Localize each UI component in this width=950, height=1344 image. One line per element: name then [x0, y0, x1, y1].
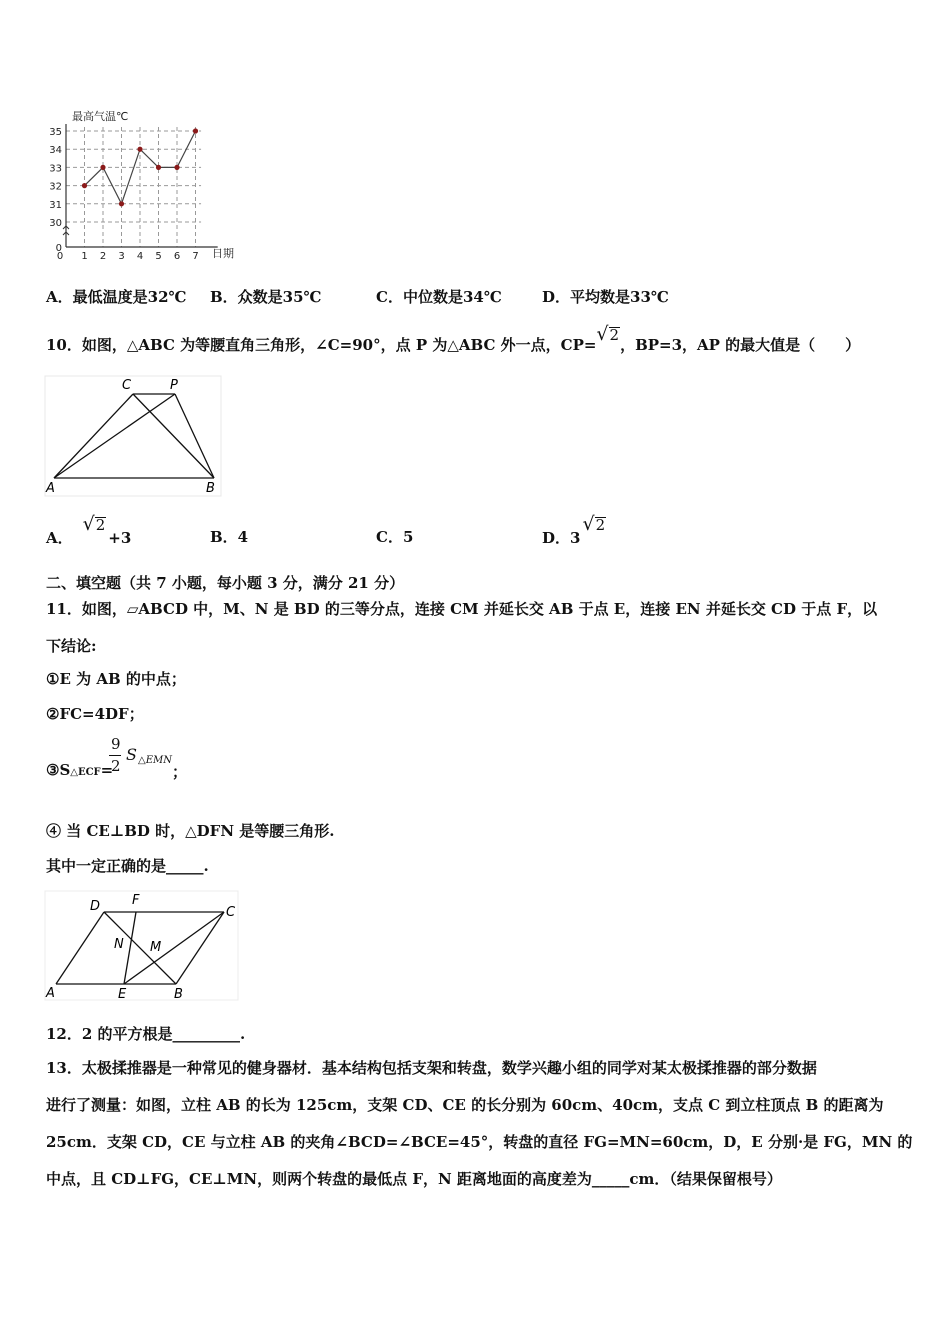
- q11-label-f: F: [132, 893, 140, 908]
- temperature-line-chart: [44, 106, 244, 264]
- q11-conclusion-3: [46, 735, 266, 781]
- chart-y-tick-label: 32: [49, 181, 62, 193]
- q11-c3-s-area: S: [126, 745, 137, 764]
- q11-c3-sub: △ECF: [70, 767, 101, 778]
- q11-conclusion-1: ①E 为 AB 的中点；: [46, 670, 186, 688]
- q10-question: [46, 323, 861, 355]
- q11-parallelogram-figure: [44, 890, 240, 1002]
- chart-x-tick-label: 2: [99, 251, 107, 262]
- q9-option-a: A．最低温度是32℃: [46, 288, 187, 306]
- chart-data-point: [119, 201, 124, 206]
- q13-line-3: 25cm．支架 CD，CE 与立柱 AB 的夹角∠BCD=∠BCE=45°，转盘的直径 FG=MN=60cm，D，E 分别·是 FG，MN 的: [46, 1133, 913, 1151]
- chart-data-point: [193, 128, 198, 133]
- q11-c3-s: ③S: [46, 761, 71, 779]
- q11-conclusion-2: ②FC=4DF；: [46, 705, 144, 723]
- q11-c3-eq: =: [100, 761, 114, 779]
- q10-text-b: ，BP=3，AP 的最大值是（ ）: [620, 336, 861, 354]
- q10-cp-radicand: 2: [609, 326, 620, 344]
- q11-line-1: 11．如图，▱ABCD 中，M、N 是 BD 的三等分点，连接 CM 并延长交 AB 于点 E，连接 EN 并延长交 CD 于点 F，以: [46, 600, 878, 618]
- q10-option-a-suffix: +3: [108, 529, 132, 547]
- chart-y-tick-label: 34: [49, 145, 62, 157]
- q11-c3-fraction-bar: [109, 755, 121, 756]
- chart-data-point: [100, 165, 105, 170]
- q11-label-d: D: [90, 899, 101, 914]
- q10-option-d-radicand: 2: [595, 516, 606, 534]
- q11-line-2: 下结论:: [46, 637, 97, 655]
- chart-x-tick-label: 7: [192, 251, 199, 262]
- q10-label-p: P: [170, 378, 178, 393]
- chart-x-tick-label: 5: [155, 251, 162, 262]
- q10-cp-sqrt: √2: [596, 323, 620, 345]
- q13-line-2: 进行了测量：如图，立柱 AB 的长为 125cm，支架 CD、CE 的长分别为 60cm、40cm，支点 C 到立柱顶点 B 的距离为: [46, 1096, 884, 1114]
- q11-ask: 其中一定正确的是_____.: [46, 857, 209, 875]
- q10-option-a-prefix: A．: [46, 529, 73, 547]
- q10-text-a: 10．如图，△ABC 为等腰直角三角形，∠C=90°，点 P 为△ABC 外一点，CP=: [46, 336, 597, 354]
- q11-label-c: C: [226, 905, 236, 920]
- q10-option-d-prefix: D．3: [542, 529, 581, 547]
- q10-option-c: C．5: [376, 528, 414, 546]
- q9-option-b: B．众数是35℃: [210, 288, 322, 306]
- chart-y-tick-label: 33: [49, 163, 62, 175]
- q11-label-b: B: [174, 987, 183, 1002]
- q10-option-d-sqrt: √2: [582, 513, 606, 535]
- section-heading: 二、填空题（共 7 小题，每小题 3 分，满分 21 分）: [46, 574, 405, 592]
- q10-option-d: [542, 513, 606, 547]
- chart-y-tick-label: 30: [49, 218, 62, 229]
- q11-c3-prefix: [46, 761, 113, 779]
- q10-option-a-sqrt: √2: [82, 513, 106, 535]
- q9-option-d: D．平均数是33℃: [542, 288, 669, 306]
- chart-ticks: [49, 127, 198, 262]
- chart-x-tick-label: 0: [56, 251, 64, 262]
- q10-option-a: [46, 513, 132, 547]
- chart-x-axis-label: 日期: [212, 247, 234, 260]
- q10-option-b: B．4: [210, 528, 249, 546]
- chart-x-tick-label: 1: [81, 251, 88, 262]
- q11-label-e: E: [118, 987, 127, 1002]
- q11-c3-end: ；: [172, 763, 188, 781]
- q11-label-n: N: [114, 937, 124, 952]
- q13-line-4: 中点，且 CD⊥FG，CE⊥MN，则两个转盘的最低点 F，N 距离地面的高度差为_____cm．（结果保留根号）: [46, 1170, 782, 1188]
- chart-x-tick-label: 3: [118, 251, 125, 262]
- q13-line-1: 13．太极揉推器是一种常见的健身器材．基本结构包括支架和转盘，数学兴趣小组的同学对某太极揉推器的部分数据: [46, 1059, 817, 1077]
- q11-c3-numerator: 9: [111, 735, 121, 753]
- q11-c3-s-area-sub: △EMN: [138, 755, 172, 766]
- chart-y-tick-label: 35: [49, 127, 62, 138]
- q9-option-c: C．中位数是34℃: [376, 288, 502, 306]
- q10-triangle-figure: [44, 374, 224, 498]
- chart-y-axis-label: 最高气温℃: [72, 110, 129, 123]
- chart-y-tick-label: 0: [55, 243, 62, 254]
- q10-label-b: B: [206, 481, 215, 496]
- q10-label-c: C: [122, 378, 132, 393]
- chart-x-tick-label: 6: [173, 251, 181, 262]
- chart-y-tick-label: 31: [49, 199, 62, 211]
- chart-data-point: [82, 183, 87, 188]
- q11-label-a: A: [46, 986, 55, 1001]
- chart-data-point: [174, 165, 179, 170]
- q10-label-a: A: [46, 481, 55, 496]
- q11-label-m: M: [150, 940, 162, 955]
- q11-c3-denominator: 2: [111, 757, 121, 775]
- chart-data-point: [156, 165, 161, 170]
- chart-x-tick-label: 4: [136, 251, 144, 262]
- q12-question: 12．2 的平方根是_________.: [46, 1025, 246, 1043]
- chart-data-point: [137, 147, 142, 152]
- q11-conclusion-4: ④ 当 CE⊥BD 时，△DFN 是等腰三角形.: [46, 822, 335, 840]
- q10-option-a-radicand: 2: [95, 516, 106, 534]
